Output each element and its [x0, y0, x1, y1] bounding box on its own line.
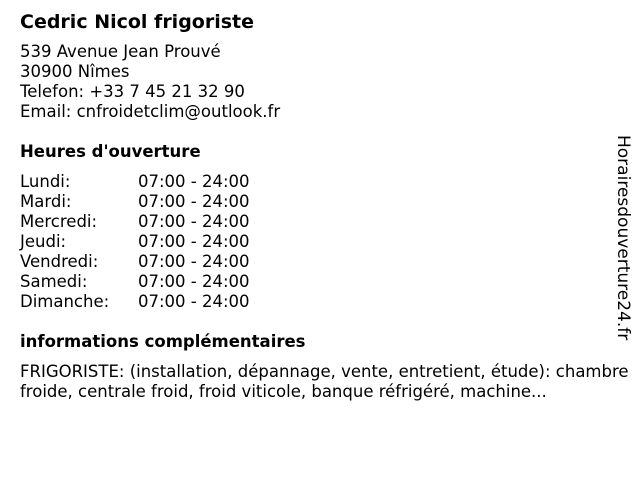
side-brand-text: Horairesdouverture24.fr	[613, 135, 633, 341]
hours-row-thursday	[20, 232, 620, 252]
time-range: 07:00 - 24:00	[138, 172, 250, 191]
hours-row-wednesday	[20, 212, 620, 232]
info-description: FRIGORISTE: (installation, dépannage, vente, entretient, étude): chambre froide, centrale froid, froid viticole, banque réfrigéré, machine...	[20, 362, 629, 401]
info-heading: informations complémentaires	[20, 332, 306, 351]
hours-row-saturday	[20, 272, 620, 292]
hours-row-sunday	[20, 292, 620, 312]
time-range: 07:00 - 24:00	[138, 192, 250, 211]
day-label: Vendredi:	[20, 252, 99, 271]
hours-row-friday	[20, 252, 620, 272]
day-label: Dimanche:	[20, 292, 110, 311]
day-label: Lundi:	[20, 172, 71, 191]
business-name: Cedric Nicol frigoriste	[20, 11, 255, 33]
hours-heading: Heures d'ouverture	[20, 142, 201, 161]
time-range: 07:00 - 24:00	[138, 292, 250, 311]
time-range: 07:00 - 24:00	[138, 272, 250, 291]
time-range: 07:00 - 24:00	[138, 252, 250, 271]
phone-text: Telefon: +33 7 45 21 32 90	[20, 82, 245, 101]
address-street: 539 Avenue Jean Prouvé	[20, 42, 221, 61]
hours-table	[20, 172, 620, 312]
time-range: 07:00 - 24:00	[138, 232, 250, 251]
email-text: Email: cnfroidetclim@outlook.fr	[20, 102, 281, 121]
time-range: 07:00 - 24:00	[138, 212, 250, 231]
hours-row-tuesday	[20, 192, 620, 212]
address-city: 30900 Nîmes	[20, 62, 130, 81]
day-label: Jeudi:	[20, 232, 67, 251]
day-label: Samedi:	[20, 272, 88, 291]
day-label: Mercredi:	[20, 212, 98, 231]
hours-row-monday	[20, 172, 620, 192]
day-label: Mardi:	[20, 192, 72, 211]
